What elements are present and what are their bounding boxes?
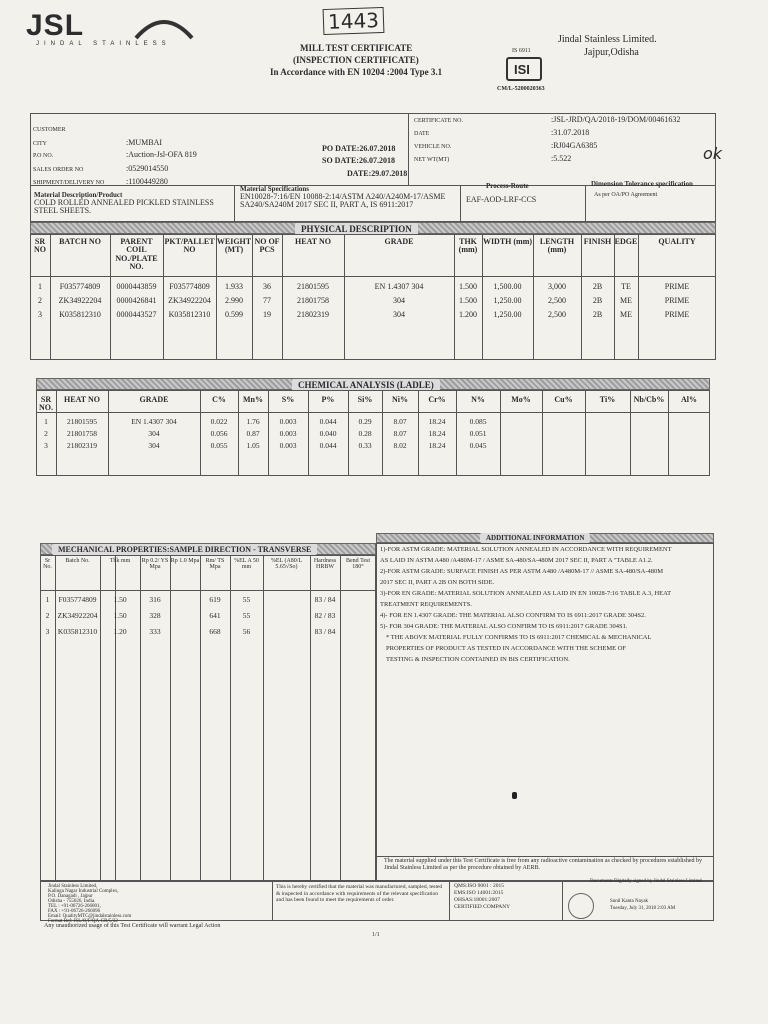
process-route-value: EAF-AOD-LRF-CCS <box>466 195 537 204</box>
info-label: NET WT(MT) <box>414 157 450 163</box>
mechanical-cell: 333 <box>149 627 161 636</box>
chemical-cell: EN 1.4307 304 <box>131 417 177 426</box>
chemical-header: Ni% <box>392 395 408 404</box>
chemical-cell: 1 <box>44 417 48 426</box>
chemical-cell: 21801758 <box>67 429 97 438</box>
physical-cell: 1,250.00 <box>493 296 522 305</box>
seal-icon <box>568 893 594 919</box>
physical-cell: PRIME <box>664 296 690 305</box>
handwritten-number: 1443 <box>323 7 385 35</box>
chemical-cell: 18.24 <box>428 417 446 426</box>
company-location: Jajpur,Odisha <box>584 47 639 58</box>
material-desc-label: Material Description/Product <box>34 191 123 199</box>
mechanical-cell: 1 <box>45 595 50 604</box>
chemical-cell: 21801595 <box>67 417 97 426</box>
physical-header: NO OF PCS <box>254 237 280 255</box>
chemical-cell: 0.022 <box>210 417 228 426</box>
chemical-cell: 8.07 <box>393 429 407 438</box>
chemical-cell: 0.003 <box>279 429 297 438</box>
chemical-cell: 304 <box>148 429 160 438</box>
mechanical-header: Rm/ TS Mpa <box>205 558 225 571</box>
physical-cell: ZK34922204 <box>58 296 102 305</box>
info-label: VEHICLE NO. <box>414 144 452 150</box>
chemical-header: Mn% <box>243 395 263 404</box>
company-logo <box>24 10 194 48</box>
chemical-cell: 0.055 <box>210 441 228 450</box>
tolerance-value: As per OA/PO Agreement <box>594 192 658 198</box>
physical-cell: 2 <box>38 296 42 305</box>
title-line3: In Accordance with EN 10204 :2004 Type 3.1 <box>270 67 443 77</box>
physical-cell: 0000443859 <box>116 282 157 291</box>
company-name: Jindal Stainless Limited. <box>558 34 657 45</box>
mechanical-cell: 1.50 <box>113 595 127 604</box>
physical-cell: 21801595 <box>297 282 329 291</box>
title-line2: (INSPECTION CERTIFICATE) <box>293 55 419 65</box>
material-spec-label: Material Specifications <box>240 185 310 193</box>
physical-cell: ME <box>620 310 632 319</box>
additional-line: PROPERTIES OF PRODUCT AS TESTED IN ACCORDANCE WITH THE SCHEME OF <box>386 645 627 652</box>
tolerance-label: Dimension Tolerance specification <box>591 180 693 188</box>
physical-header: WEIGHT (MT) <box>216 237 252 255</box>
additional-line: 2)-FOR ASTM GRADE: SURFACE FINISH AS PER ASTM A480 /A480M-17 // ASME SA-480/SA-480M <box>380 568 664 575</box>
additional-line: 3)-FOR EN GRADE: MATERIAL SOLUTION ANNEALED AS LAID IN EN 10028-7:16 TABLE A.3, HEAT <box>380 590 672 597</box>
mechanical-header: Bend Test 180° <box>346 558 370 571</box>
signer-name: Sunil Kanta Nayak <box>610 899 649 904</box>
column-divider <box>140 555 141 881</box>
chemical-cell: 3 <box>44 441 48 450</box>
mechanical-cell: 641 <box>209 611 221 620</box>
address-line: Format Ref: JSL/O/F/QA-CR/5/32 <box>48 919 118 924</box>
physical-cell: 2.990 <box>225 296 243 305</box>
address-line: Odisha - 755026, India. <box>48 899 96 904</box>
physical-cell: 304 <box>393 310 405 319</box>
chemical-header: S% <box>281 395 295 404</box>
physical-cell: 3,000 <box>548 282 566 291</box>
additional-line: 2017 SEC II, PART A 2B ON BOTH SIDE. <box>380 579 495 586</box>
chemical-header: Mo% <box>511 395 531 404</box>
physical-cell: 1.933 <box>225 282 243 291</box>
physical-cell: 1,500.00 <box>493 282 522 291</box>
chemical-header: C% <box>212 395 226 404</box>
physical-cell: K035812310 <box>168 310 211 319</box>
physical-cell: 21802319 <box>297 310 329 319</box>
additional-line: 5)- FOR 304 GRADE: THE MATERIAL ALSO CONFIRM TO IS 6911:2017 GRADE 304S1. <box>380 623 628 630</box>
info-value: :5.522 <box>551 154 572 163</box>
mechanical-cell: K035812310 <box>57 627 98 636</box>
mechanical-header: Rp 1.0 Mpa <box>170 558 200 564</box>
chemical-title: CHEMICAL ANALYSIS (LADLE) <box>292 379 440 391</box>
mechanical-cell: 2 <box>45 611 50 620</box>
mechanical-cell: F035774809 <box>58 595 97 604</box>
physical-header: GRADE <box>384 237 414 246</box>
mechanical-cell: 55 <box>242 595 251 604</box>
qms-line: CERTIFIED COMPANY <box>454 904 511 910</box>
chemical-cell: 0.045 <box>469 441 487 450</box>
isi-standard: IS 6911 <box>512 48 531 54</box>
physical-cell: 304 <box>393 296 405 305</box>
physical-header: QUALITY <box>658 237 696 246</box>
certify-text: This is hereby certified that the material was manufactured, sampled, tested & inspected in accordance with requirements of the relevant specification and has been found to meet the requirements of order. <box>276 884 443 904</box>
info-value: :1100449280 <box>126 177 168 186</box>
additional-line: * THE ABOVE MATERIAL FULLY CONFIRMS TO IS 6911:2017 CHEMICAL & MECHANICAL <box>386 634 652 641</box>
mechanical-cell: ZK34922204 <box>57 611 98 620</box>
scan-dot <box>512 792 517 799</box>
chemical-cell: 0.003 <box>279 441 297 450</box>
physical-cell: 3 <box>38 310 42 319</box>
mechanical-header: Hardness HRBW <box>313 558 337 571</box>
info-value: :31.07.2018 <box>551 128 590 137</box>
mechanical-cell: 55 <box>242 611 251 620</box>
physical-cell: 1.200 <box>459 310 477 319</box>
material-desc-value: COLD ROLLED ANNEALED PICKLED STAINLESS STEEL SHEETS. <box>34 198 214 216</box>
column-divider <box>170 555 171 881</box>
physical-header: WIDTH (mm) <box>482 237 533 246</box>
physical-cell: 0000426841 <box>116 296 157 305</box>
chemical-header: Al% <box>681 395 697 404</box>
chemical-cell: 0.040 <box>319 429 337 438</box>
additional-line: AS LAID IN ASTM A480 /A480M-17 / ASME SA-480/SA-480M 2017 SEC II, PART A "TABLE A1.2. <box>380 557 653 564</box>
info-label: CITY <box>33 141 47 147</box>
chemical-cell: 0.87 <box>246 429 260 438</box>
mechanical-header: %EL (A80/L 5.65√So) <box>270 558 303 571</box>
logo-tagline: JINDAL STAINLESS <box>36 41 171 47</box>
chemical-cell: 8.07 <box>393 417 407 426</box>
chemical-cell: 8.02 <box>393 441 407 450</box>
chemical-cell: 0.051 <box>469 429 487 438</box>
column-divider <box>200 555 201 881</box>
physical-header: FINISH <box>583 237 612 246</box>
chemical-header: P% <box>321 395 335 404</box>
physical-cell: F035774809 <box>169 282 210 291</box>
physical-header: BATCH NO <box>59 237 101 246</box>
address-line: FAX : +91-06726-266096 <box>48 909 101 914</box>
physical-cell: 2B <box>592 282 603 291</box>
physical-cell: 2B <box>592 310 603 319</box>
signed-by: Documents Digitally signed by Jindal Stainless Limited <box>590 879 702 884</box>
physical-cell: 1,250.00 <box>493 310 522 319</box>
info-label: SHIPMENT/DELIVERY NO <box>33 180 105 186</box>
chemical-header: Ti% <box>599 395 616 404</box>
physical-header: THK (mm) <box>458 237 478 255</box>
chemical-header: Nb/Cb% <box>633 395 665 404</box>
mechanical-cell: 1.20 <box>113 627 127 636</box>
physical-cell: 1.500 <box>459 296 477 305</box>
address-line: Kalinga Nagar Industrial Complex, <box>48 889 119 894</box>
address-line: P.O. Danagadi , Jajpur <box>48 894 93 899</box>
mechanical-cell: 82 / 83 <box>314 611 336 620</box>
physical-cell: TE <box>621 282 631 291</box>
physical-title: PHYSICAL DESCRIPTION <box>295 223 418 235</box>
address-line: TEL : +91-06726-266001, <box>48 904 101 909</box>
chemical-cell: 0.29 <box>358 417 372 426</box>
chemical-cell: 0.085 <box>469 417 487 426</box>
physical-header: LENGTH (mm) <box>539 237 575 255</box>
isi-mark-icon: ISI <box>506 57 542 81</box>
legal-warning: Any unauthorized usage of this Test Certificate will warrant Legal Action <box>44 923 221 929</box>
info-value: :0529014550 <box>126 164 169 173</box>
chemical-cell: 0.28 <box>358 429 372 438</box>
physical-cell: 1.500 <box>459 282 477 291</box>
mechanical-header: Batch No. <box>65 558 90 564</box>
mechanical-cell: 619 <box>209 595 221 604</box>
physical-header: EDGE <box>614 237 638 246</box>
chemical-cell: 0.044 <box>319 417 337 426</box>
address-line: Email: QualityMTC@jindalstainless.com <box>48 914 132 919</box>
mechanical-cell: 1.50 <box>113 611 127 620</box>
chemical-cell: 0.33 <box>358 441 372 450</box>
column-divider <box>100 555 101 881</box>
radioactive-note: The material supplied under this Test Certificate is free from any radioactive contamination as checked by procedures established by Jindal Stainless Limited as per the procedure obtained by AERB. <box>384 858 703 871</box>
physical-header: PKT/PALLET NO <box>164 237 215 255</box>
mechanical-cell: 83 / 84 <box>314 595 336 604</box>
additional-line: 1)-FOR ASTM GRADE: MATERIAL SOLUTION ANNEALED IN ACCORDANCE WITH REQUIREMENT <box>380 546 672 553</box>
qms-line: OHSAS:18001:2007 <box>454 897 500 903</box>
chemical-header: N% <box>471 395 485 404</box>
mechanical-header: Thk mm <box>109 558 131 564</box>
physical-cell: 19 <box>263 310 271 319</box>
physical-cell: F035774809 <box>59 282 101 291</box>
info-date: DATE:29.07.2018 <box>347 169 408 178</box>
info-label: SALES ORDER NO <box>33 167 84 173</box>
chemical-header: Si% <box>357 395 373 404</box>
side-handwritten-mark: ok <box>703 144 723 163</box>
column-divider <box>55 555 56 881</box>
physical-cell: 0.599 <box>225 310 243 319</box>
qms-line: EMS:ISO 14001:2015 <box>454 890 504 896</box>
physical-header: HEAT NO <box>295 237 331 246</box>
info-label: DATE <box>414 131 430 137</box>
physical-header: SR NO <box>34 237 46 255</box>
mechanical-cell: 328 <box>149 611 161 620</box>
physical-cell: PRIME <box>664 310 690 319</box>
info-label: CERTIFICATE NO. <box>414 118 463 124</box>
mechanical-header: Sr No. <box>43 558 52 571</box>
info-value: :JSL-JRD/QA/2018-19/DOM/00461632 <box>551 115 681 124</box>
mechanical-header: Rp 0.2/ YS Mpa <box>141 558 169 571</box>
physical-cell: 1 <box>38 282 42 291</box>
physical-cell: 77 <box>263 296 271 305</box>
additional-line: TREATMENT REQUIREMENTS. <box>380 601 472 608</box>
chemical-cell: 1.05 <box>246 441 260 450</box>
info-value: :Auction-Jsl-OFA 819 <box>126 150 197 159</box>
page-number: 1/1 <box>372 932 380 938</box>
info-value: :RJ04GA6385 <box>551 141 598 150</box>
info-label: P.O NO. <box>33 153 54 159</box>
info-date: SO DATE:26.07.2018 <box>322 156 395 165</box>
physical-cell: ME <box>620 296 632 305</box>
physical-cell: 21801758 <box>297 296 329 305</box>
address-line: Jindal Stainless Limited, <box>48 884 98 889</box>
chemical-header: GRADE <box>139 395 169 404</box>
chemical-cell: 18.24 <box>428 441 446 450</box>
physical-cell: 2,500 <box>548 310 566 319</box>
physical-header: PARENT COIL NO./PLATE NO. <box>115 237 158 272</box>
chemical-cell: 21802319 <box>67 441 97 450</box>
chemical-cell: 1.76 <box>246 417 260 426</box>
process-route-label: Process-Route <box>486 182 529 190</box>
isi-cml: CM/L-5200020363 <box>497 86 545 92</box>
column-divider <box>263 555 264 881</box>
logo-text: JSL <box>26 9 85 42</box>
physical-cell: K035812310 <box>59 310 101 319</box>
mechanical-cell: 316 <box>149 595 161 604</box>
chemical-cell: 18.24 <box>428 429 446 438</box>
physical-cell: PRIME <box>664 282 690 291</box>
chemical-cell: 304 <box>148 441 160 450</box>
mechanical-cell: 668 <box>209 627 221 636</box>
chemical-cell: 0.003 <box>279 417 297 426</box>
chemical-header: Cr% <box>428 395 446 404</box>
qms-line: QMS:ISO 9001 : 2015 <box>454 883 504 889</box>
physical-cell: 0000443527 <box>116 310 157 319</box>
chemical-cell: 0.056 <box>210 429 228 438</box>
additional-title: ADDITIONAL INFORMATION <box>480 533 590 543</box>
additional-line: TESTING & INSPECTION CONTAINED IN BIS CERTIFICATION. <box>386 656 570 663</box>
physical-cell: 2,500 <box>548 296 566 305</box>
info-date: PO DATE:26.07.2018 <box>322 144 396 153</box>
chemical-cell: 2 <box>44 429 48 438</box>
column-divider <box>310 555 311 881</box>
title-line1: MILL TEST CERTIFICATE <box>300 43 413 53</box>
chemical-header: Cu% <box>554 395 573 404</box>
mechanical-cell: 56 <box>242 627 251 636</box>
physical-cell: 2B <box>592 296 603 305</box>
info-label: CUSTOMER <box>33 127 66 133</box>
mechanical-cell: 3 <box>45 627 50 636</box>
chemical-header: SR NO. <box>39 395 53 413</box>
physical-cell: EN 1.4307 304 <box>374 282 424 291</box>
chemical-cell: 0.044 <box>319 441 337 450</box>
column-divider <box>340 555 341 881</box>
additional-line: 4)- FOR EN 1.4307 GRADE: THE MATERIAL ALSO CONFIRM TO IS 6911:2017 GRADE 304S2. <box>380 612 646 619</box>
material-spec-value: EN10028-7:16/EN 10088-2:14/ASTM A240/A240M-17/ASME SA240/SA240M 2017 SEC II, PART A, IS 6911:2017 <box>240 192 446 210</box>
physical-cell: 36 <box>263 282 271 291</box>
mechanical-title: MECHANICAL PROPERTIES:SAMPLE DIRECTION - TRANSVERSE <box>52 544 317 555</box>
physical-cell: ZK34922204 <box>168 296 211 305</box>
mechanical-header: %EL A 50 mm <box>234 558 259 571</box>
mechanical-cell: 83 / 84 <box>314 627 336 636</box>
chemical-header: HEAT NO <box>64 395 100 404</box>
info-value: :MUMBAI <box>126 138 163 147</box>
sign-date: Tuesday, July 31, 2018 2:03 AM <box>610 906 676 911</box>
column-divider <box>230 555 231 881</box>
